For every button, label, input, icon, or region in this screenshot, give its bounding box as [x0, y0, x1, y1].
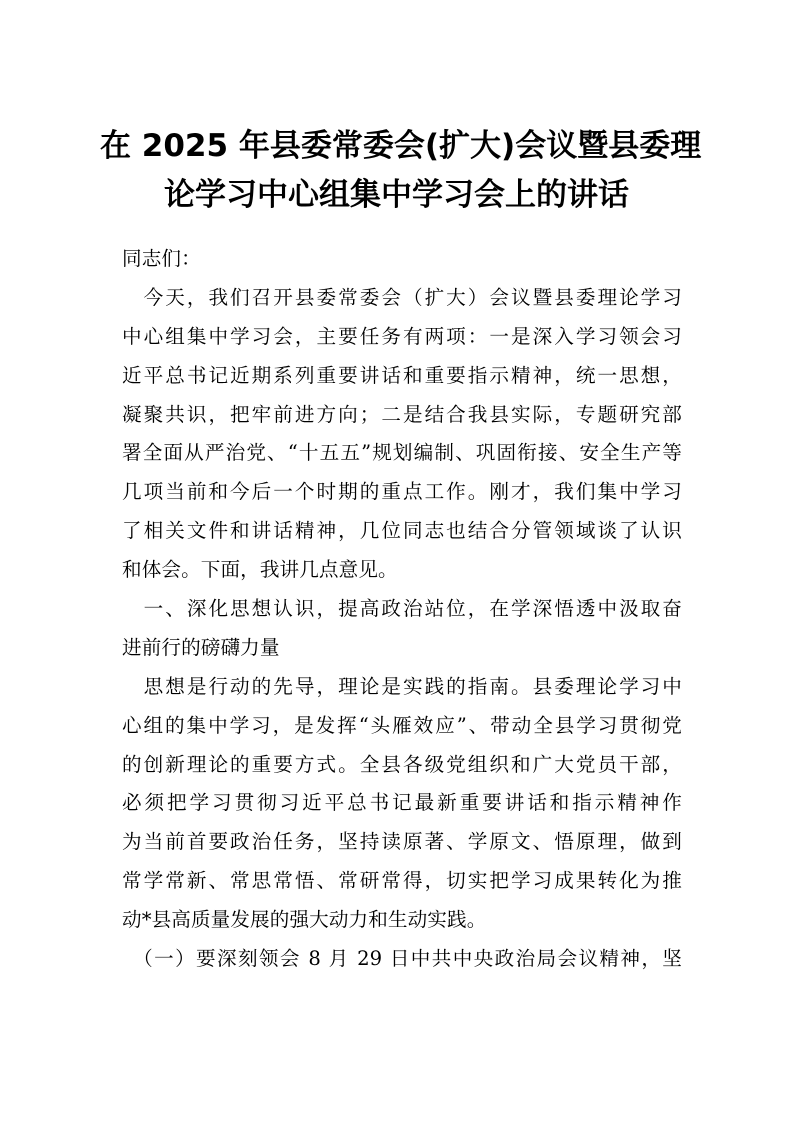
paragraph-line	[122, 402, 682, 441]
paragraph-line	[122, 363, 682, 402]
salutation-line	[122, 246, 682, 285]
paragraph-line	[122, 674, 682, 713]
body-text-line: 今天，我们召开县委常委会（扩大）会议暨县委理论学习	[122, 285, 682, 309]
document-title-line-2: 论学习中心组集中学习会上的讲话	[164, 177, 629, 213]
paragraph-line	[122, 790, 682, 829]
body-text-line: 动*县高质量发展的强大动力和生动实践。	[122, 908, 487, 932]
subsection-heading-text: （一）要深刻领会 8 月 29 日中共中央政治局会议精神，坚	[122, 947, 682, 971]
body-text-line: 同志们：	[122, 247, 201, 270]
paragraph-line	[122, 479, 682, 518]
body-text-line: 常学常新、常思常悟、常研常得，切实把学习成果转化为推	[122, 869, 682, 893]
body-text-line: 近平总书记近期系列重要讲话和重要指示精神，统一思想，	[122, 363, 682, 387]
subsection-heading-line	[122, 946, 682, 985]
paragraph-line	[122, 518, 682, 557]
body-text-line: 和体会。下面，我讲几点意见。	[122, 558, 398, 582]
document-body	[122, 246, 682, 985]
body-text-line: 的创新理论的重要方式。全县各级党组织和广大党员干部，	[122, 752, 682, 776]
body-text-line: 必须把学习贯彻习近平总书记最新重要讲话和指示精神作	[122, 791, 682, 815]
paragraph-line	[122, 324, 682, 363]
section-heading-line	[122, 635, 682, 674]
section-heading-line	[122, 596, 682, 635]
paragraph-line	[122, 440, 682, 479]
paragraph-line	[122, 829, 682, 868]
body-text-line: 凝聚共识，把牢前进方向；二是结合我县实际，专题研究部	[122, 402, 682, 426]
body-text-line: 中心组集中学习会，主要任务有两项：一是深入学习领会习	[122, 324, 682, 348]
body-text-line: 署全面从严治党、“十五五”规划编制、巩固衔接、安全生产等	[122, 441, 682, 465]
paragraph-line	[122, 752, 682, 791]
section-heading-text: 一、深化思想认识，提高政治站位，在学深悟透中汲取奋	[122, 597, 682, 621]
body-text-line: 思想是行动的先导，理论是实践的指南。县委理论学习中	[122, 674, 682, 698]
body-text-line: 几项当前和今后一个时期的重点工作。刚才，我们集中学习	[122, 480, 682, 504]
paragraph-line	[122, 868, 682, 907]
document-title-line-1: 在 2025 年县委常委会(扩大)会议暨县委理	[100, 128, 702, 164]
paragraph-line	[122, 713, 682, 752]
section-heading-text: 进前行的磅礴力量	[122, 635, 280, 659]
body-text-line: 心组的集中学习，是发挥“头雁效应”、带动全县学习贯彻党	[122, 713, 682, 737]
paragraph-line	[122, 907, 682, 946]
paragraph-line	[122, 285, 682, 324]
paragraph-line	[122, 557, 682, 596]
body-text-line: 了相关文件和讲话精神，几位同志也结合分管领域谈了认识	[122, 519, 682, 543]
body-text-line: 为当前首要政治任务，坚持读原著、学原文、悟原理，做到	[122, 830, 682, 854]
